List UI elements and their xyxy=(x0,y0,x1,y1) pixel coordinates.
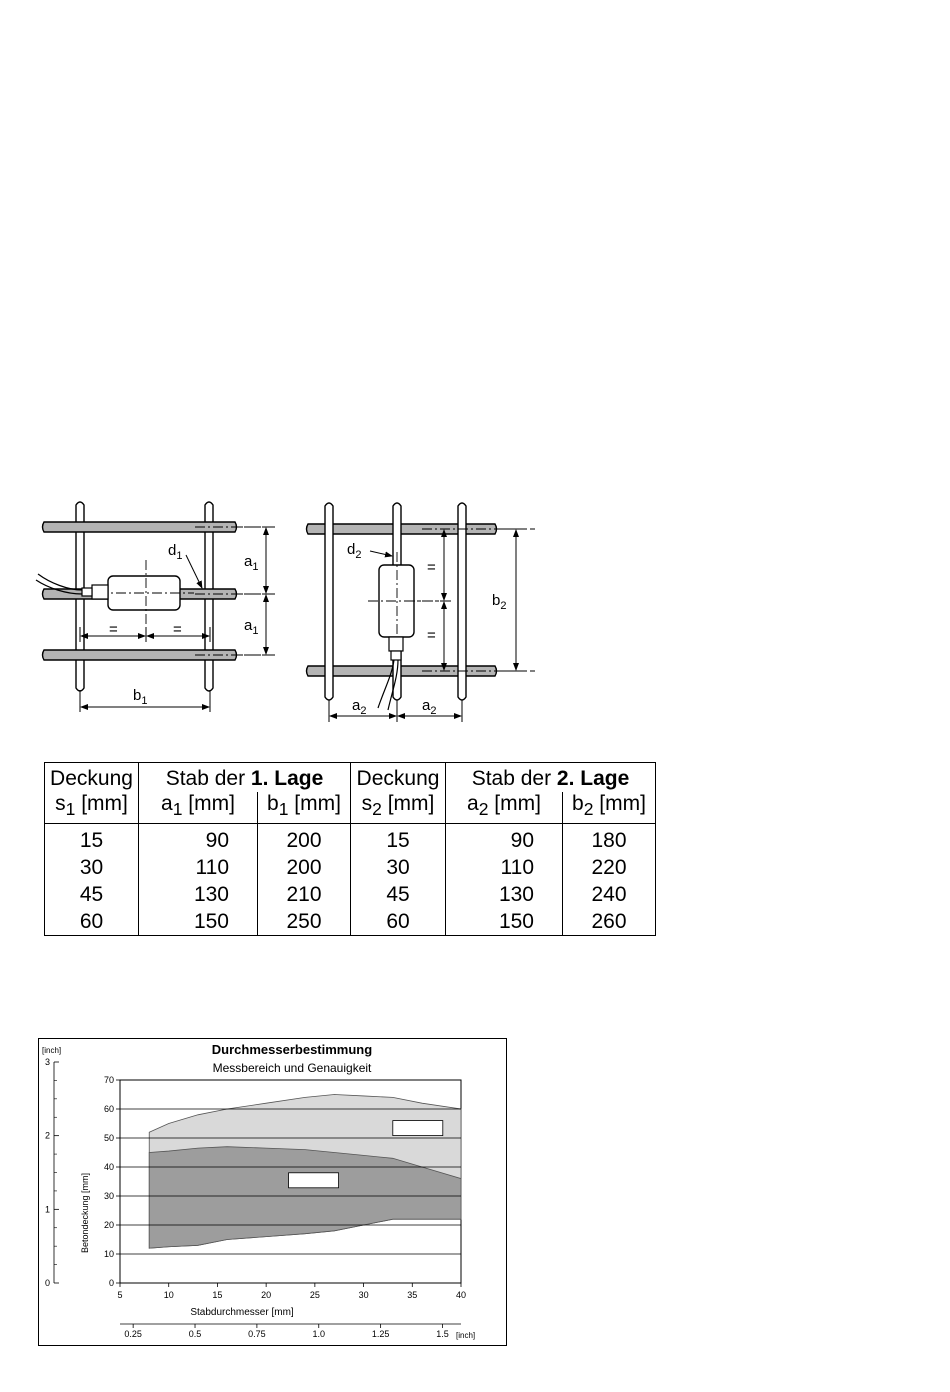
legend-box-outer xyxy=(393,1121,443,1136)
y-tick-label: 20 xyxy=(103,1220,114,1230)
y-tick-label: 70 xyxy=(103,1075,114,1085)
x-tick-label: 20 xyxy=(261,1290,272,1300)
cell-a2: 90 xyxy=(446,824,563,855)
diameter-chart xyxy=(38,1038,507,1346)
inch-x-tick-label: 0.5 xyxy=(188,1329,202,1339)
cell-b2: 260 xyxy=(563,908,656,936)
x-tick-label: 30 xyxy=(358,1290,369,1300)
a1-label-upper: $a_1$ xyxy=(244,553,259,573)
header-stab-lage-2: Stab der 2. Lage xyxy=(446,763,656,793)
cell-s2: 15 xyxy=(351,824,446,855)
inch-y-tick-label: 3 xyxy=(44,1057,50,1067)
inch-x-tick-label: 1.0 xyxy=(312,1329,326,1339)
right-figure-layer-2 xyxy=(307,503,536,722)
d2-label: $d_2$ xyxy=(347,541,362,561)
x-tick-label: 25 xyxy=(309,1290,320,1300)
inch-x-tick-label: 1.5 xyxy=(436,1329,449,1339)
cell-s2: 45 xyxy=(351,881,446,908)
header-deckung-1: Deckung xyxy=(45,763,139,793)
y-tick-label: 40 xyxy=(103,1162,114,1172)
header-s2: $s_2$ [mm] xyxy=(351,792,446,824)
y-tick-label: 50 xyxy=(103,1133,114,1143)
y-tick-label: 30 xyxy=(103,1191,114,1201)
y-axis-label: Betondeckung [mm] xyxy=(80,1172,90,1254)
inch-y-label: [inch] xyxy=(42,1046,62,1055)
cell-a1: 130 xyxy=(139,881,258,908)
cell-a2: 110 xyxy=(446,854,563,881)
cell-s1: 45 xyxy=(45,881,139,908)
cell-a2: 130 xyxy=(446,881,563,908)
header-a1: $a_1$ [mm] xyxy=(139,792,258,824)
equal-mark: = xyxy=(427,559,436,576)
inch-x-tick-label: 1.25 xyxy=(371,1329,390,1339)
header-b2: $b_2$ [mm] xyxy=(563,792,656,824)
cell-b2: 220 xyxy=(563,854,656,881)
cell-b1: 200 xyxy=(258,854,351,881)
table-row xyxy=(45,854,656,881)
equal-mark: = xyxy=(173,621,182,638)
legend-box-inner xyxy=(289,1173,339,1188)
table-row xyxy=(45,881,656,908)
x-tick-label: 10 xyxy=(163,1290,174,1300)
cell-b1: 200 xyxy=(258,824,351,855)
d1-label: $d_1$ xyxy=(168,542,183,562)
cell-b1: 250 xyxy=(258,908,351,936)
left-figure-layer-1 xyxy=(36,502,275,712)
chart-subtitle: Messbereich und Genauigkeit xyxy=(212,1061,372,1075)
equal-mark: = xyxy=(109,621,118,638)
cell-s1: 60 xyxy=(45,908,139,936)
a1-label-lower: $a_1$ xyxy=(244,617,259,637)
cell-a1: 90 xyxy=(139,824,258,855)
header-deckung-2: Deckung xyxy=(351,763,446,793)
cell-b2: 180 xyxy=(563,824,656,855)
cover-spacing-table xyxy=(44,762,656,936)
a2-label-right: $a_2$ xyxy=(422,697,437,717)
x-tick-label: 35 xyxy=(407,1290,418,1300)
header-b1: $b_1$ [mm] xyxy=(258,792,351,824)
cell-a1: 150 xyxy=(139,908,258,936)
y-tick-label: 60 xyxy=(103,1104,114,1114)
y-tick-label: 0 xyxy=(108,1278,114,1288)
inch-y-tick-label: 0 xyxy=(44,1278,50,1288)
b2-label: $b_2$ xyxy=(492,592,507,612)
cell-b1: 210 xyxy=(258,881,351,908)
cell-s1: 30 xyxy=(45,854,139,881)
header-stab-lage-1: Stab der 1. Lage xyxy=(139,763,351,793)
inch-x-tick-label: 0.75 xyxy=(248,1329,266,1339)
table-row xyxy=(45,824,656,855)
table-row xyxy=(45,908,656,936)
y-tick-label: 10 xyxy=(103,1249,114,1259)
equal-mark: = xyxy=(427,627,436,644)
header-s1: $s_1$ [mm] xyxy=(45,792,139,824)
a2-label-left: $a_2$ xyxy=(352,697,367,717)
chart-title: Durchmesserbestimmung xyxy=(211,1042,373,1057)
cell-s2: 30 xyxy=(351,854,446,881)
x-axis-label: Stabdurchmesser [mm] xyxy=(190,1307,294,1318)
cell-a1: 110 xyxy=(139,854,258,881)
x-tick-label: 5 xyxy=(117,1290,123,1300)
cell-b2: 240 xyxy=(563,881,656,908)
cell-a2: 150 xyxy=(446,908,563,936)
inch-y-tick-label: 1 xyxy=(44,1204,50,1215)
b1-label: $b_1$ xyxy=(133,687,148,707)
inch-y-tick-label: 2 xyxy=(44,1130,50,1141)
rebar-placement-diagram xyxy=(0,490,950,730)
x-tick-label: 15 xyxy=(212,1290,223,1300)
cell-s2: 60 xyxy=(351,908,446,936)
cell-s1: 15 xyxy=(45,824,139,855)
inch-x-tick-label: 0.25 xyxy=(124,1329,142,1339)
x-tick-label: 40 xyxy=(455,1290,467,1300)
header-a2: $a_2$ [mm] xyxy=(446,792,563,824)
inch-x-label: [inch] xyxy=(456,1331,476,1340)
